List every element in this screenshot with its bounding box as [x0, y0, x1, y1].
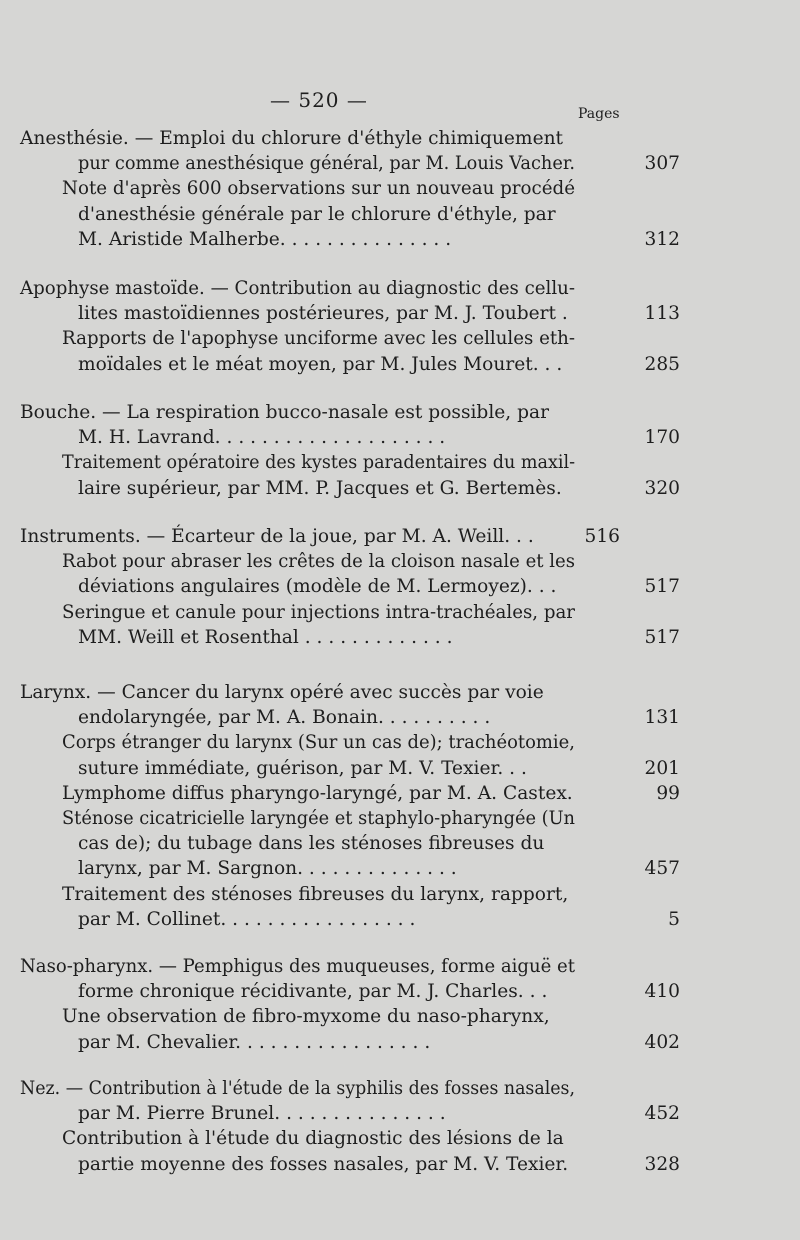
entry-line — [78, 425, 680, 451]
page-reference: 285 — [644, 353, 680, 375]
entry-text: Seringue et canule pour injections intra-trachéales, par — [62, 601, 575, 623]
entry-line — [62, 1004, 652, 1030]
entry-text: par M. Chevalier. . . . . . . . . . . . . . . . . — [78, 1031, 431, 1053]
entry-line — [62, 600, 652, 626]
page-reference: 113 — [644, 303, 680, 325]
page-reference: 312 — [644, 228, 680, 250]
entry-text: Traitement des sténoses fibreuses du larynx, rapport, — [62, 883, 569, 905]
entry-line — [62, 806, 652, 832]
entry-text: Lymphome diffus pharyngo-laryngé, par M. A. Castex. — [62, 782, 573, 804]
entry-text: Larynx. — Cancer du larynx opéré avec succès par voie — [20, 682, 544, 703]
page-reference: 307 — [644, 153, 680, 175]
entry-line — [62, 882, 652, 908]
section-heading-line — [20, 276, 610, 302]
entry-line — [78, 202, 668, 228]
entry-text: forme chronique récidivante, par M. J. Charles. . . — [78, 981, 548, 1003]
entry-line — [62, 730, 652, 756]
entry-line — [62, 549, 652, 575]
page-reference: 99 — [656, 782, 680, 804]
entry-line — [78, 831, 668, 857]
entry-text: Corps étranger du larynx (Sur un cas de); trachéotomie, — [62, 732, 575, 754]
entry-text: déviations angulaires (modèle de M. Lermoyez). . . — [78, 576, 557, 598]
entry-line — [78, 907, 680, 933]
entry-line — [78, 856, 680, 882]
page-reference: 201 — [644, 757, 680, 779]
entry-text: pur comme anesthésique général, par M. Louis Vacher. — [78, 153, 575, 175]
entry-line — [78, 625, 680, 651]
entry-text: moïdales et le méat moyen, par M. Jules Mouret. . . — [78, 353, 563, 375]
page-reference: 328 — [644, 1153, 680, 1175]
entry-line — [78, 301, 680, 327]
section-heading-line — [20, 126, 610, 152]
entry-text: M. H. Lavrand. . . . . . . . . . . . . . . . . . . . — [78, 427, 446, 449]
entry-text: MM. Weill et Rosenthal . . . . . . . . . . . . . — [78, 626, 453, 648]
entry-text: Instruments. — Écarteur de la joue, par M. A. Weill. . . — [20, 526, 534, 547]
section-heading-line — [20, 1076, 610, 1102]
entry-line — [78, 352, 680, 378]
entry-line — [78, 1030, 680, 1056]
entry-line — [78, 574, 680, 600]
entry-line — [78, 756, 680, 782]
entry-line — [62, 326, 652, 352]
section-heading-line — [20, 954, 610, 980]
section-heading-line — [20, 680, 610, 706]
entry-text: Bouche. — La respiration bucco-nasale est possible, par — [20, 402, 549, 423]
entry-text: Traitement opératoire des kystes paradentaires du maxil- — [62, 452, 575, 474]
section-heading-line — [20, 524, 620, 550]
entry-text: laire supérieur, par MM. P. Jacques et G. Bertemès. — [78, 477, 562, 499]
entry-text: M. Aristide Malherbe. . . . . . . . . . . . . . . — [78, 228, 452, 250]
entry-line — [78, 227, 680, 253]
page-reference: 517 — [644, 626, 680, 648]
entry-text: endolaryngée, par M. A. Bonain. . . . . . . . . . — [78, 707, 491, 729]
entry-line — [62, 781, 680, 807]
entry-text: Apophyse mastoïde. — Contribution au diagnostic des cellu- — [20, 278, 575, 299]
section-heading-line — [20, 400, 610, 426]
entry-text: lites mastoïdiennes postérieures, par M. J. Toubert . — [78, 303, 568, 325]
entry-line — [78, 979, 680, 1005]
entry-line — [78, 1152, 680, 1178]
page-reference: 516 — [584, 526, 620, 547]
entry-text: Une observation de fibro-myxome du naso-pharynx, — [62, 1006, 550, 1028]
page-reference: 320 — [644, 477, 680, 499]
entry-line — [78, 151, 680, 177]
entry-text: par M. Collinet. . . . . . . . . . . . . . . . . — [78, 908, 416, 930]
entry-text: partie moyenne des fosses nasales, par M. V. Texier. — [78, 1153, 569, 1175]
entry-line — [62, 1126, 652, 1152]
entry-text: cas de); du tubage dans les sténoses fibreuses du — [78, 833, 545, 855]
entry-line — [78, 1101, 680, 1127]
page-reference: 452 — [644, 1103, 680, 1125]
entry-text: Rapports de l'apophyse unciforme avec les cellules eth- — [62, 328, 575, 350]
entry-text: Naso-pharynx. — Pemphigus des muqueuses, forme aiguë et — [20, 956, 575, 977]
entry-text: Nez. — Contribution à l'étude de la syphilis des fosses nasales, — [20, 1078, 575, 1099]
page-reference: 402 — [644, 1031, 680, 1053]
page-reference: 457 — [644, 858, 680, 880]
page-reference: 517 — [644, 576, 680, 598]
page-number: — 520 — — [270, 88, 368, 112]
entry-line — [62, 450, 652, 476]
entry-text: par M. Pierre Brunel. . . . . . . . . . . . . . . — [78, 1103, 446, 1125]
page-reference: 410 — [644, 981, 680, 1003]
entry-text: suture immédiate, guérison, par M. V. Texier. . . — [78, 757, 527, 779]
entry-text: Sténose cicatricielle laryngée et staphylo-pharyngée (Un — [62, 808, 575, 829]
entry-text: larynx, par M. Sargnon. . . . . . . . . . . . . . — [78, 858, 457, 880]
page-reference: 131 — [644, 707, 680, 729]
entry-line — [78, 476, 680, 502]
entry-text: Anesthésie. — Emploi du chlorure d'éthyle chimiquement — [20, 128, 564, 149]
entry-text: d'anesthésie générale par le chlorure d'éthyle, par — [78, 203, 556, 225]
entry-text: Note d'après 600 observations sur un nouveau procédé — [62, 178, 575, 200]
entry-line — [62, 176, 652, 202]
entry-text: Contribution à l'étude du diagnostic des lésions de la — [62, 1128, 564, 1150]
pages-column-header: Pages — [578, 106, 620, 122]
entry-line — [78, 705, 680, 731]
page-reference: 5 — [668, 908, 680, 930]
entry-text: Rabot pour abraser les crêtes de la cloison nasale et les — [62, 551, 575, 573]
page-reference: 170 — [644, 427, 680, 449]
